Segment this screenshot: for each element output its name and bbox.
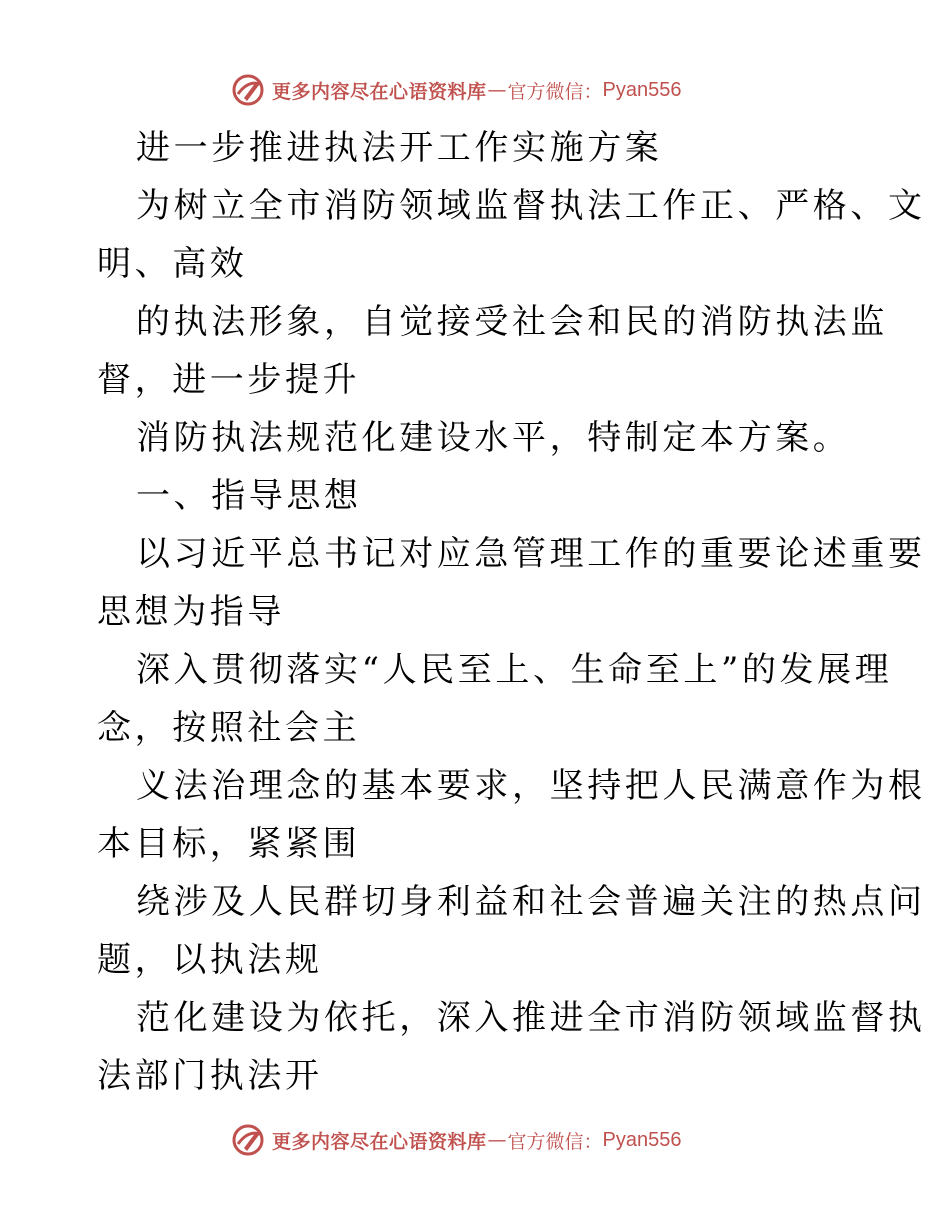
paragraph-line: 题，以执法规 [97, 940, 323, 980]
banner-separator: — [487, 1129, 507, 1151]
document-title: 进一步推进执法开工作实施方案 [136, 128, 663, 168]
footer-banner[interactable] [230, 1120, 682, 1160]
paragraph-line: 的执法形象，自觉接受社会和民的消防执法监 [136, 302, 888, 342]
section-heading: 一、指导思想 [136, 476, 362, 516]
header-banner[interactable] [230, 70, 682, 110]
banner-text: 更多内容尽在心语资料库 [272, 80, 487, 103]
banner-wechat-id: Pyan556 [602, 78, 682, 101]
banner-separator: — [487, 79, 507, 101]
paragraph-line: 念，按照社会主 [97, 708, 361, 748]
paragraph-line: 明、高效 [97, 244, 248, 284]
paragraph-line: 深入贯彻落实“人民至上、生命至上”的发展理 [136, 650, 893, 690]
banner-text: 更多内容尽在心语资料库 [272, 1130, 487, 1153]
banner-wechat-label: 官方微信： [507, 80, 603, 103]
banner-wechat-id: Pyan556 [602, 1128, 682, 1151]
paragraph-line: 范化建设为依托，深入推进全市消防领域监督执 [136, 998, 926, 1038]
paragraph-line: 以习近平总书记对应急管理工作的重要论述重要 [136, 534, 926, 574]
paragraph-line: 消防执法规范化建设水平，特制定本方案。 [136, 418, 851, 458]
paragraph-line: 本目标，紧紧围 [97, 824, 361, 864]
paragraph-line: 思想为指导 [97, 592, 285, 632]
paragraph-line: 绕涉及人民群切身利益和社会普遍关注的热点问 [136, 882, 926, 922]
banner-wechat-label: 官方微信： [507, 1130, 603, 1153]
brand-logo-icon [230, 1122, 266, 1158]
brand-logo-icon [230, 72, 266, 108]
paragraph-line: 法部门执法开 [97, 1056, 323, 1096]
paragraph-line: 督，进一步提升 [97, 360, 361, 400]
paragraph-line: 义法治理念的基本要求，坚持把人民满意作为根 [136, 766, 926, 806]
paragraph-line: 为树立全市消防领域监督执法工作正、严格、文 [136, 186, 926, 226]
